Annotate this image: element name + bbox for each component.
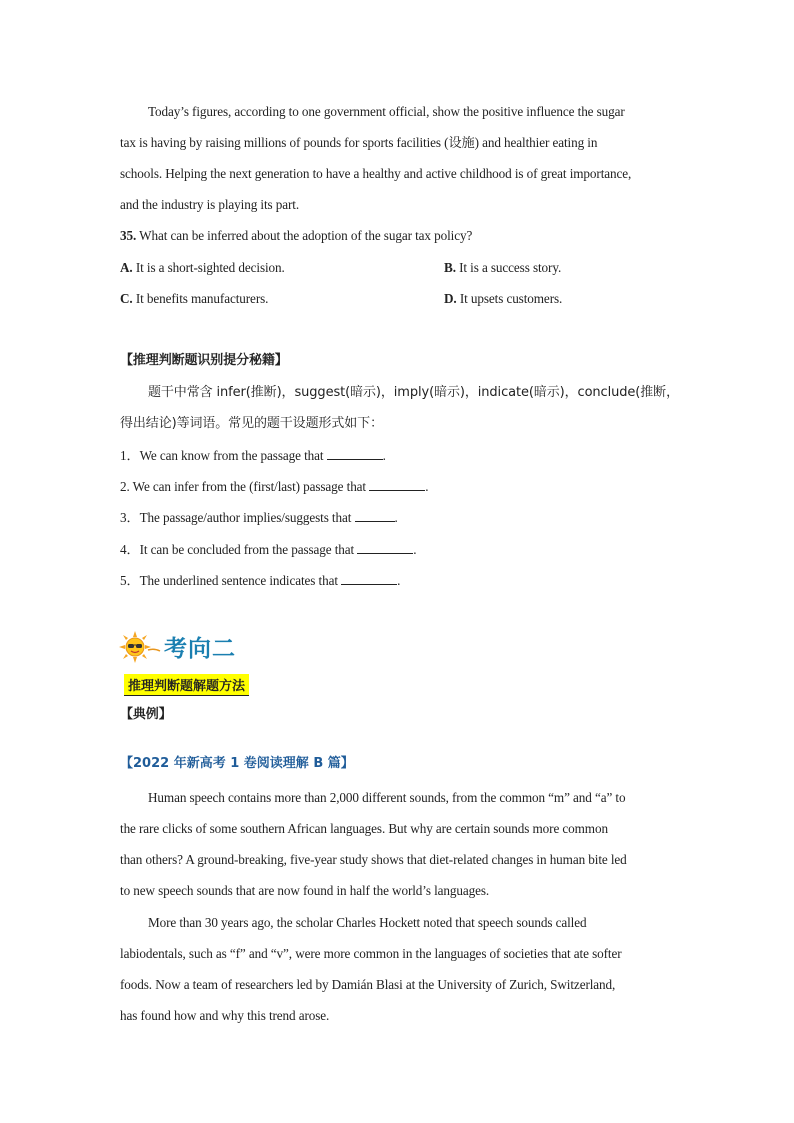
passage2-line: foods. Now a team of researchers led by Damián Blasi at the University of Zurich, Switzerland, <box>120 977 616 992</box>
passage2-line: the rare clicks of some southern African languages. But why are certain sounds more common <box>120 821 608 836</box>
passage2-line: More than 30 years ago, the scholar Charles Hockett noted that speech sounds called <box>148 915 587 930</box>
options-row-1 <box>120 259 720 277</box>
passage2-line: than others? A ground-breaking, five-year study shows that diet-related changes in human bite led <box>120 852 627 867</box>
tips-line: 得出结论)等词语。常见的题干设题形式如下： <box>120 416 383 431</box>
passage2-line: Human speech contains more than 2,000 different sounds, from the common “m” and “a” to <box>148 790 626 805</box>
question-text: What can be inferred about the adoption of the sugar tax policy? <box>136 228 473 243</box>
passage1-line: tax is having by raising millions of pounds for sports facilities (设施) and healthier eating in <box>120 135 598 150</box>
section-subtitle: 推理判断题解题方法 <box>124 674 249 696</box>
tips-item: 3．The passage/author implies/suggests that . <box>120 510 398 525</box>
sun-with-sunglasses-icon <box>118 630 162 664</box>
tips-item: 4．It can be concluded from the passage that . <box>120 542 417 557</box>
question-number: 35. <box>120 228 137 243</box>
option-a: A. It is a short-sighted decision. <box>120 260 285 275</box>
passage-source: 【2022 年新高考 1 卷阅读理解 B 篇】 <box>120 756 354 771</box>
tips-item: 2. We can infer from the (first/last) passage that . <box>120 479 429 494</box>
option-c: C. It benefits manufacturers. <box>120 291 269 306</box>
passage1-line: schools. Helping the next generation to have a healthy and active childhood is of great importance, <box>120 166 632 181</box>
passage2-line: to new speech sounds that are now found in half the world’s languages. <box>120 883 490 898</box>
example-label: 【典例】 <box>120 707 172 722</box>
option-b: B. It is a success story. <box>444 260 562 275</box>
tips-item: 1．We can know from the passage that . <box>120 448 386 463</box>
tips-item: 5．The underlined sentence indicates that . <box>120 573 401 588</box>
options-row-2 <box>120 290 720 308</box>
tips-heading: 【推理判断题识别提分秘籍】 <box>120 353 288 368</box>
question-35 <box>120 227 690 245</box>
passage1-line: Today’s figures, according to one government official, show the positive influence the sugar <box>148 104 625 119</box>
section-title: 考向二 <box>164 636 236 662</box>
passage2-line: has found how and why this trend arose. <box>120 1008 330 1023</box>
tips-line: 题干中常含 infer(推断)，suggest(暗示)，imply(暗示)，indicate(暗示)，conclude(推断， <box>148 385 679 400</box>
passage1-line: and the industry is playing its part. <box>120 197 300 212</box>
passage2-line: labiodentals, such as “f” and “v”, were more common in the languages of societies that ate softer <box>120 946 622 961</box>
option-d: D. It upsets customers. <box>444 291 563 306</box>
